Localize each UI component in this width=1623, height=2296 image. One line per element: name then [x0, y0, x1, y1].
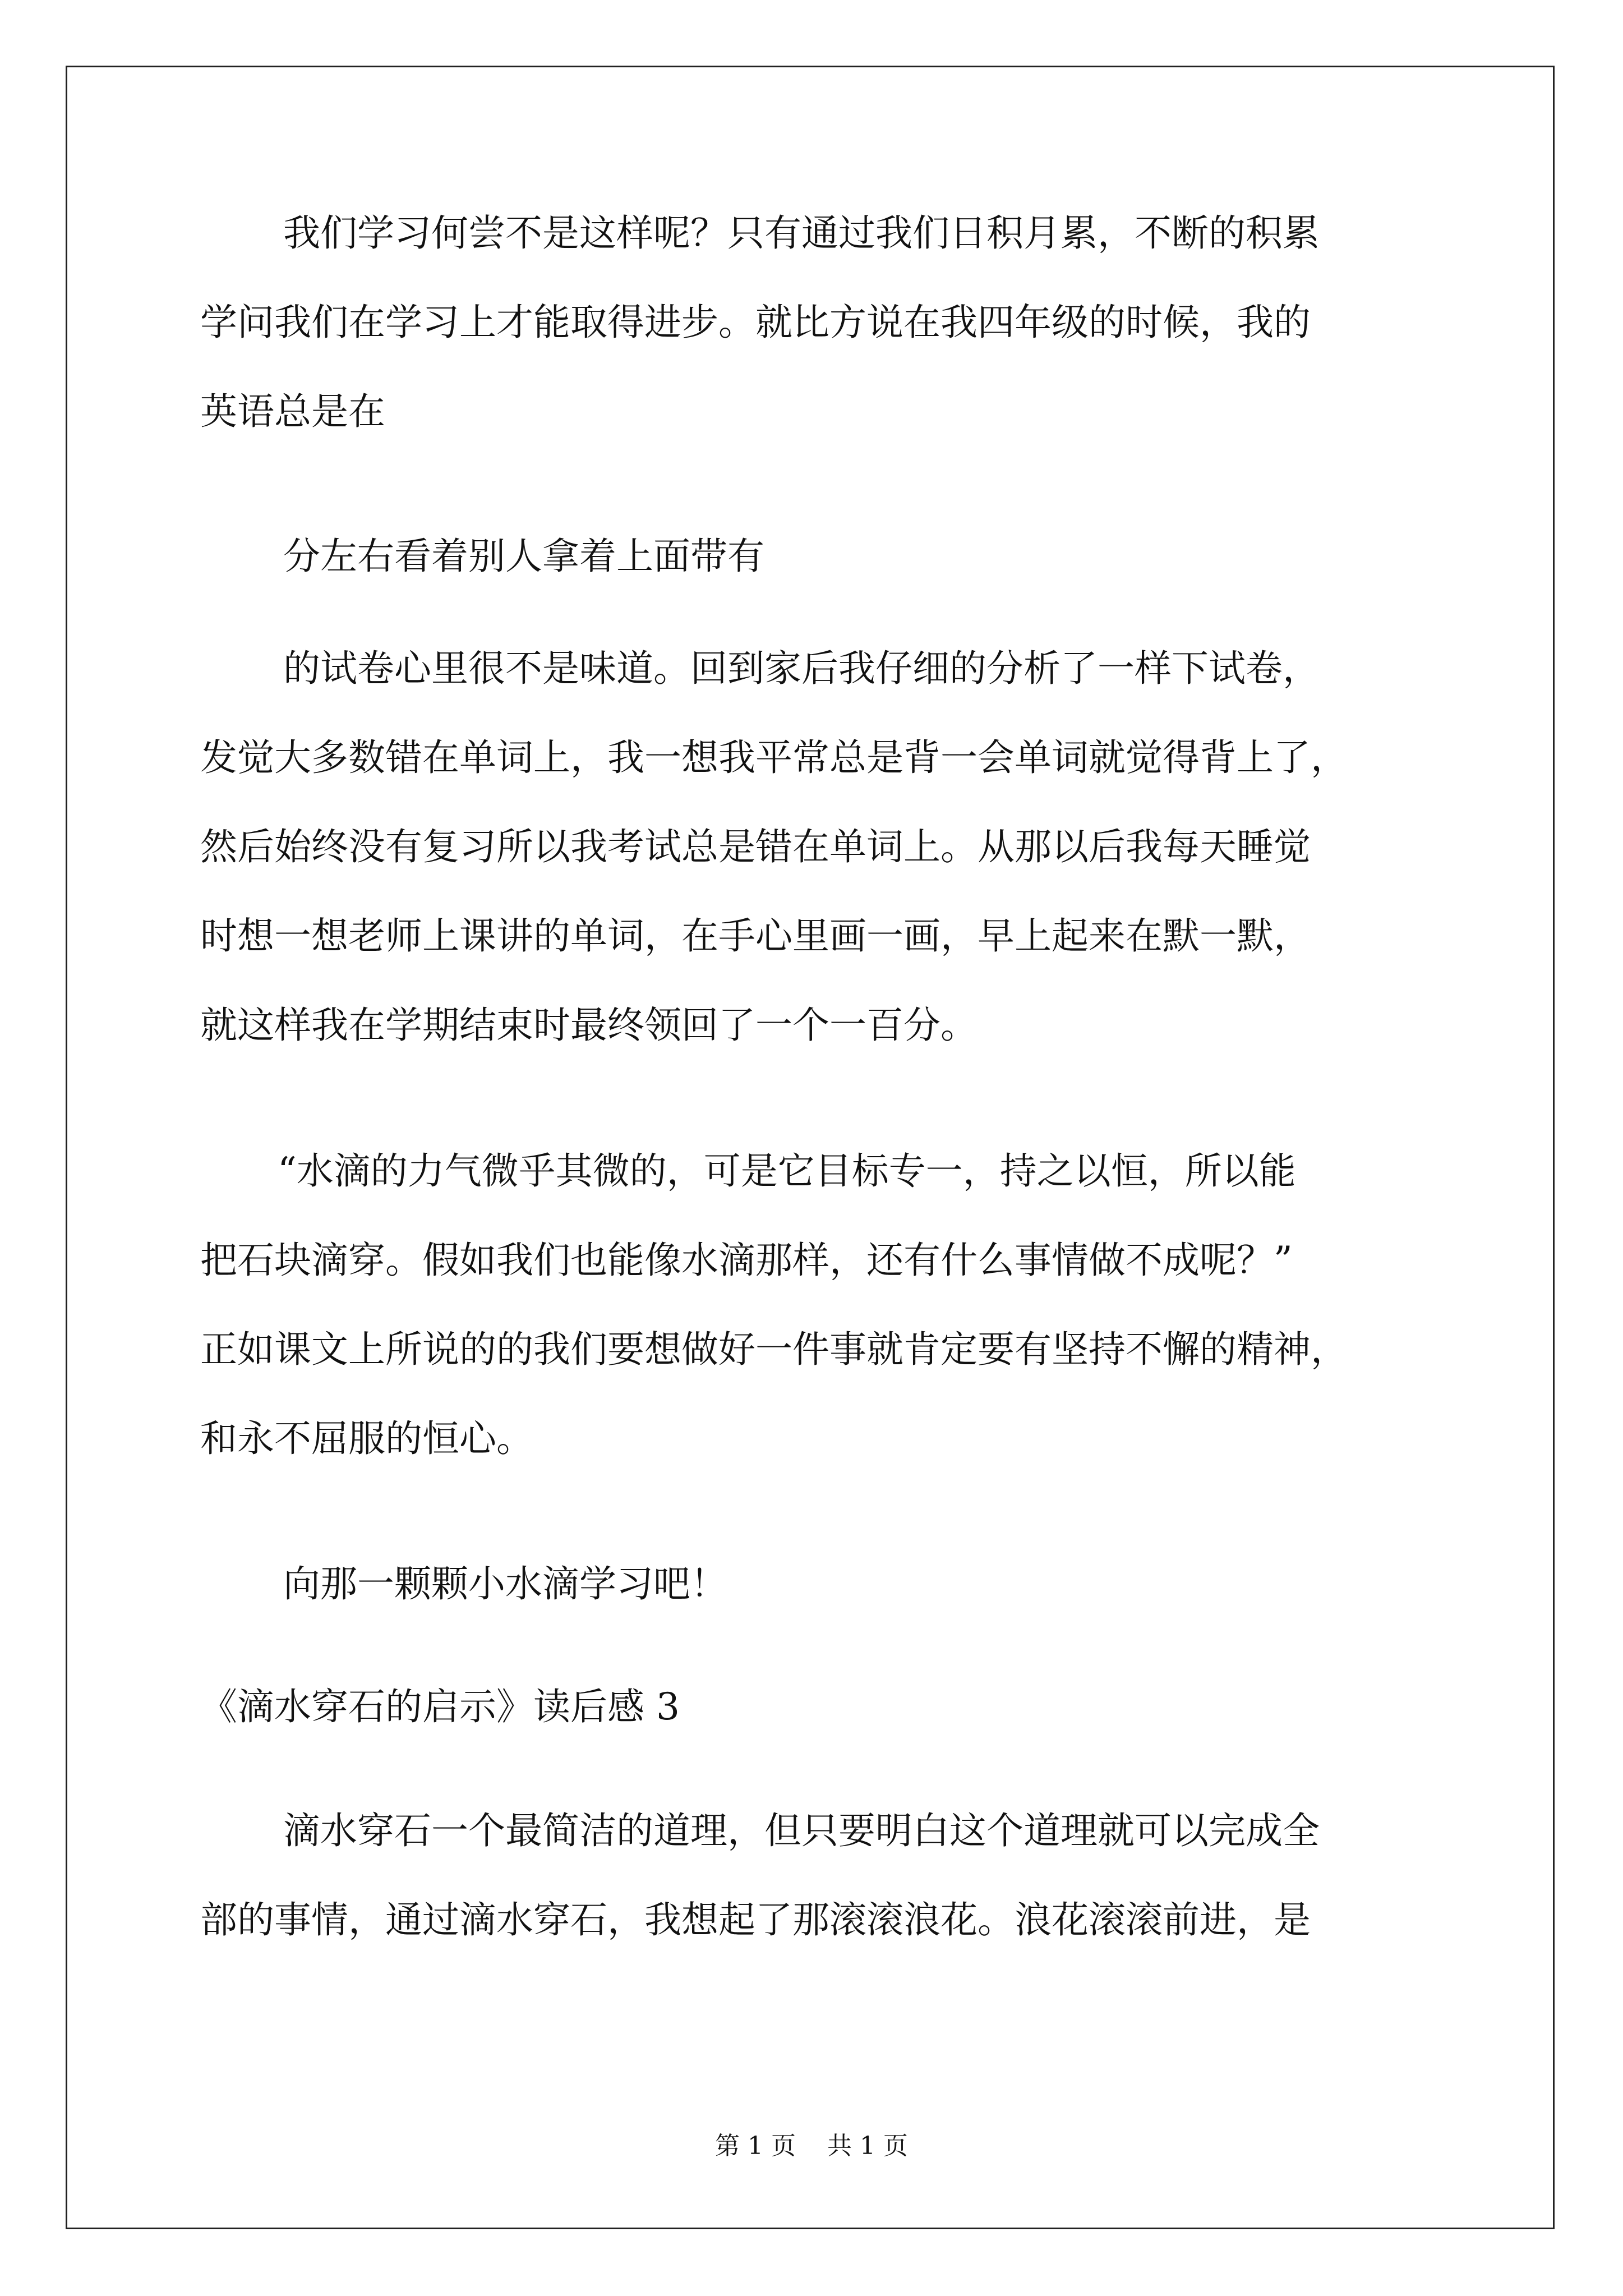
text-line: “水滴的力气微乎其微的，可是它目标专一，持之以恒，所以能	[278, 1149, 1296, 1193]
text-line: 的试卷心里很不是味道。回到家后我仔细的分析了一样下试卷，	[283, 647, 1320, 690]
text-line: 然后始终没有复习所以我考试总是错在单词上。从那以后我每天睡觉	[200, 825, 1311, 868]
text-line: 把石块滴穿。假如我们也能像水滴那样，还有什么事情做不成呢？”	[200, 1239, 1293, 1282]
text-line: 我们学习何尝不是这样呢？只有通过我们日积月累，不断的积累	[283, 211, 1320, 255]
page-footer: 第 1 页 共 1 页	[715, 2132, 908, 2160]
text-line: 就这样我在学期结束时最终领回了一个一百分。	[200, 1004, 978, 1047]
text-line: 和永不屈服的恒心。	[200, 1417, 533, 1460]
text-line: 向那一颗颗小水滴学习吧！	[283, 1562, 727, 1605]
text-line: 英语总是在	[200, 390, 385, 433]
text-line: 学问我们在学习上才能取得进步。就比方说在我四年级的时候，我的	[200, 301, 1311, 344]
text-line: 时想一想老师上课讲的单词，在手心里画一画，早上起来在默一默，	[200, 914, 1311, 958]
text-line: 发觉大多数错在单词上，我一想我平常总是背一会单词就觉得背上了，	[200, 736, 1348, 779]
text-line: 分左右看着别人拿着上面带有	[283, 535, 764, 578]
text-line: 正如课文上所说的的我们要想做好一件事就肯定要有坚持不懈的精神，	[200, 1328, 1348, 1371]
section-heading: 《滴水穿石的启示》读后感 3	[200, 1685, 680, 1728]
text-line: 滴水穿石一个最简洁的道理，但只要明白这个道理就可以完成全	[283, 1809, 1320, 1852]
text-line: 部的事情，通过滴水穿石，我想起了那滚滚浪花。浪花滚滚前进，是	[200, 1898, 1311, 1941]
